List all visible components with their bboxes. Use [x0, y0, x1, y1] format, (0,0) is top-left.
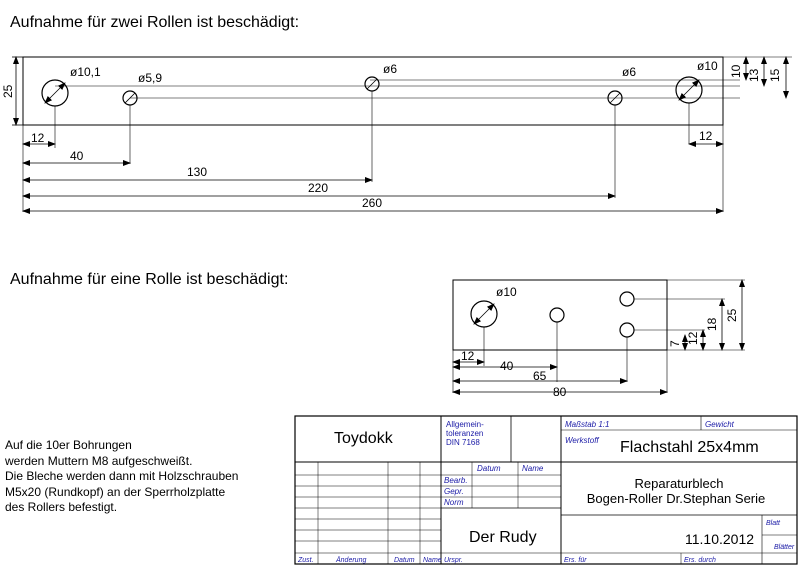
hole2-small	[550, 308, 564, 322]
hole-label-5-9: ø5,9	[138, 71, 163, 85]
footer-ers-durch: Ers. durch	[684, 557, 716, 564]
row-norm: Norm	[444, 498, 464, 507]
note-line: Die Bleche werden dann mit Holzschrauben	[5, 469, 239, 483]
hole2-bottom	[620, 323, 634, 337]
vdim2-25: 25	[725, 308, 739, 322]
footer-aenderung: Änderung	[336, 557, 367, 564]
dim-40: 40	[70, 149, 84, 163]
vdim2-18: 18	[705, 317, 719, 331]
hole-label-6-center: ø6	[383, 62, 398, 76]
dim2-80: 80	[553, 385, 567, 399]
footer-urspr: Urspr.	[444, 557, 463, 564]
footer-ers-fuer: Ers. für	[564, 557, 587, 564]
hole-label-10-right: ø10	[697, 59, 718, 73]
dim2-12: 12	[461, 349, 475, 363]
vdim-15: 15	[768, 68, 782, 82]
note-line: des Rollers befestigt.	[5, 500, 118, 514]
title-line1: Reparaturblech	[634, 476, 724, 491]
dim-12: 12	[31, 131, 45, 145]
assembly-notes	[5, 438, 295, 516]
vdim-13: 13	[747, 68, 761, 82]
hole2-label: ø10	[496, 285, 517, 299]
section1-heading: Aufnahme für zwei Rollen ist beschädigt:	[10, 14, 300, 31]
plate1-height-dim: 25	[1, 84, 15, 98]
material-label: Werkstoff	[565, 436, 599, 445]
vdim2-7: 7	[668, 340, 682, 347]
dim-right-12: 12	[699, 129, 713, 143]
note-line: Auf die 10er Bohrungen	[5, 438, 132, 452]
tolerance-line1: Allgemein-	[446, 420, 484, 429]
title-line2: Bogen-Roller Dr.Stephan Serie	[586, 491, 766, 506]
blaetter-label: Blätter	[774, 544, 795, 551]
vdim2-12: 12	[686, 331, 700, 345]
section2-heading: Aufnahme für eine Rolle ist beschädigt:	[10, 271, 289, 288]
note-line: werden Muttern M8 aufgeschweißt.	[5, 453, 193, 468]
plate-one-roller	[453, 280, 667, 350]
hole-label-10-1: ø10,1	[70, 65, 101, 79]
dim-260: 260	[362, 196, 383, 210]
note-line: M5x20 (Rundkopf) an der Sperrholzplatte	[5, 484, 226, 499]
dim-220: 220	[308, 181, 329, 195]
blatt-label: Blatt	[766, 520, 781, 527]
col-datum: Datum	[477, 464, 501, 473]
footer-name: Name	[423, 557, 442, 564]
company-name: Toydokk	[334, 430, 393, 447]
dim-130: 130	[187, 165, 208, 179]
dim2-65: 65	[533, 369, 547, 383]
footer-datum: Datum	[394, 557, 415, 564]
hole2-top	[620, 292, 634, 306]
hole-label-6-right: ø6	[622, 65, 637, 79]
weight-label: Gewicht	[705, 420, 734, 429]
row-bearb: Bearb.	[444, 476, 468, 485]
tolerance-line3: DIN 7168	[446, 438, 480, 447]
author-name: Der Rudy	[469, 529, 537, 546]
plate2-outline	[453, 280, 667, 350]
material-value: Flachstahl 25x4mm	[620, 439, 759, 456]
vdim-10: 10	[729, 64, 743, 78]
footer-zust: Zust.	[298, 557, 314, 564]
dim2-40: 40	[500, 359, 514, 373]
drawing-date: 11.10.2012	[685, 531, 755, 547]
col-name: Name	[522, 464, 544, 473]
tolerance-line2: toleranzen	[446, 429, 484, 438]
scale-label: Maßstab 1:1	[565, 420, 610, 429]
row-gepr: Gepr.	[444, 487, 464, 496]
